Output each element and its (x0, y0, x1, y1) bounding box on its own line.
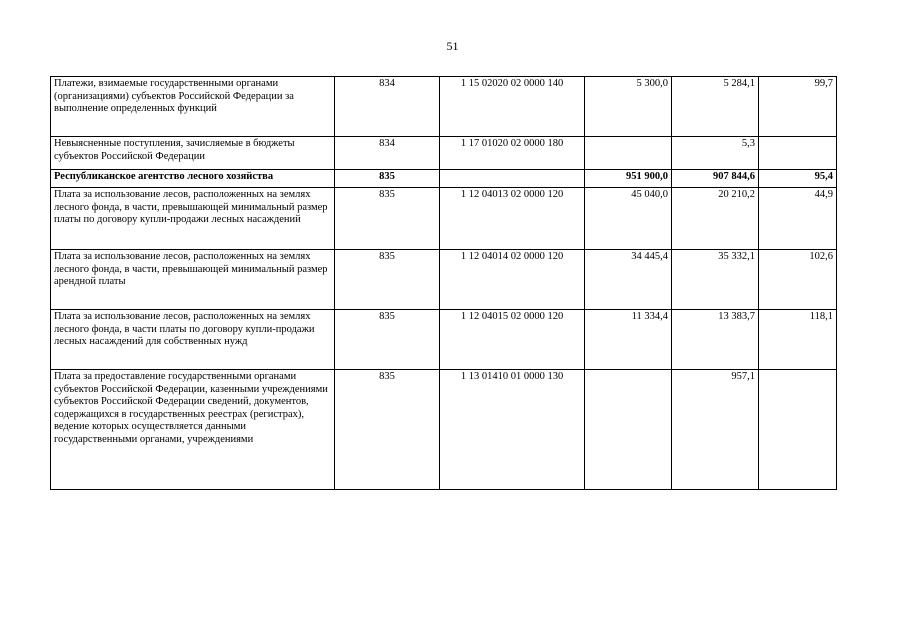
admin-code-cell: 834 (335, 137, 440, 170)
budget-code-cell: 1 15 02020 02 0000 140 (440, 77, 585, 137)
actual-amount-cell: 20 210,2 (672, 188, 759, 250)
admin-code-cell: 835 (335, 370, 440, 490)
budget-table (50, 76, 837, 490)
plan-amount-cell (585, 137, 672, 170)
admin-code-cell: 835 (335, 170, 440, 188)
revenue-name-cell: Плата за использование лесов, расположенных на землях лесного фонда, в части платы по договору купли-продажи лесных насаждений для собственных нужд (51, 310, 335, 370)
admin-code-cell: 835 (335, 310, 440, 370)
budget-code-cell: 1 12 04013 02 0000 120 (440, 188, 585, 250)
actual-amount-cell: 957,1 (672, 370, 759, 490)
plan-amount-cell: 5 300,0 (585, 77, 672, 137)
revenue-name-cell: Плата за предоставление государственными органами субъектов Российской Федерации, казенными учреждениями субъектов Российской Федерации сведений, документов, содержащихся в государственных реестрах (регистрах), ведение которых осуществляется данными государственными органами, учреждениями (51, 370, 335, 490)
revenue-name-cell: Платежи, взимаемые государственными органами (организациями) субъектов Российской Федерации за выполнение определенных функций (51, 77, 335, 137)
revenue-name-cell: Плата за использование лесов, расположенных на землях лесного фонда, в части, превышающей минимальный размер арендной платы (51, 250, 335, 310)
table-row (51, 77, 837, 137)
admin-code-cell: 835 (335, 188, 440, 250)
budget-code-cell: 1 13 01410 01 0000 130 (440, 370, 585, 490)
plan-amount-cell: 45 040,0 (585, 188, 672, 250)
actual-amount-cell: 35 332,1 (672, 250, 759, 310)
percent-cell: 99,7 (759, 77, 837, 137)
percent-cell (759, 370, 837, 490)
actual-amount-cell: 5 284,1 (672, 77, 759, 137)
plan-amount-cell: 951 900,0 (585, 170, 672, 188)
table-row (51, 188, 837, 250)
admin-code-cell: 834 (335, 77, 440, 137)
percent-cell: 102,6 (759, 250, 837, 310)
plan-amount-cell: 34 445,4 (585, 250, 672, 310)
actual-amount-cell: 5,3 (672, 137, 759, 170)
page-number: 51 (446, 39, 459, 53)
plan-amount-cell: 11 334,4 (585, 310, 672, 370)
actual-amount-cell: 907 844,6 (672, 170, 759, 188)
table-row (51, 370, 837, 490)
percent-cell: 95,4 (759, 170, 837, 188)
revenue-name-cell: Невыясненные поступления, зачисляемые в бюджеты субъектов Российской Федерации (51, 137, 335, 170)
actual-amount-cell: 13 383,7 (672, 310, 759, 370)
plan-amount-cell (585, 370, 672, 490)
percent-cell (759, 137, 837, 170)
admin-code-cell: 835 (335, 250, 440, 310)
table-row (51, 250, 837, 310)
percent-cell: 118,1 (759, 310, 837, 370)
agency-name-cell: Республиканское агентство лесного хозяйства (51, 170, 335, 188)
budget-code-cell: 1 17 01020 02 0000 180 (440, 137, 585, 170)
table-row (51, 137, 837, 170)
budget-code-cell: 1 12 04015 02 0000 120 (440, 310, 585, 370)
percent-cell: 44,9 (759, 188, 837, 250)
budget-code-cell (440, 170, 585, 188)
revenue-name-cell: Плата за использование лесов, расположенных на землях лесного фонда, в части, превышающей минимальный размер платы по договору купли-продажи лесных насаждений (51, 188, 335, 250)
budget-code-cell: 1 12 04014 02 0000 120 (440, 250, 585, 310)
table-row (51, 310, 837, 370)
table-row-agency-total (51, 170, 837, 188)
